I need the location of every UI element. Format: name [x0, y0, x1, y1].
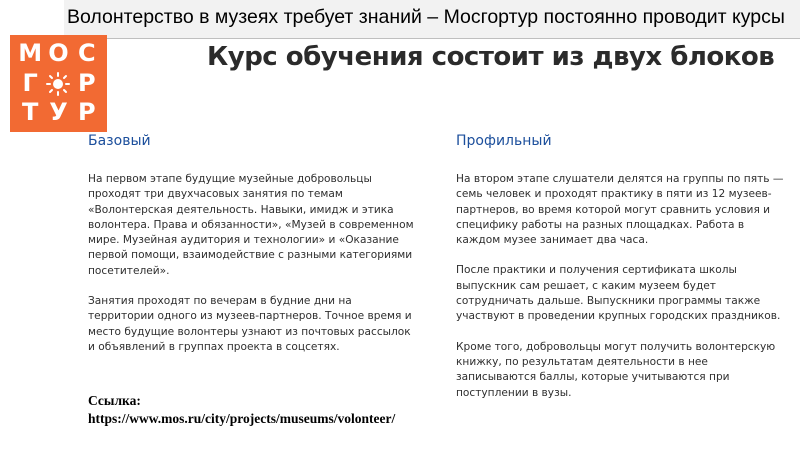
logo-letter: О: [48, 39, 69, 67]
paragraph: После практики и получения сертификата школы выпускник сам решает, с каким музеем будет сотрудничать дальше. Выпускники программы также участвуют в проведении крупных городских праздников.: [456, 264, 781, 323]
logo-letter: Р: [78, 98, 96, 127]
sun-icon: [44, 69, 72, 99]
link-block: [88, 392, 395, 428]
basic-block-text: [88, 172, 418, 370]
paragraph: На втором этапе слушатели делятся на группы по пять — семь человек и проходят практику в пяти из 12 музеев-партнеров, во время которой могут сравнить условия и специфику работы на разных площадках. Работа в каждом музее занимает два часа.: [456, 173, 784, 247]
profile-block-text: [456, 172, 786, 416]
basic-block-title: Базовый: [88, 133, 151, 149]
paragraph: Занятия проходят по вечерам в будние дни на территории одного из музеев-партнеров. Точное время и место будущие волонтеры узнают из почтовых рассылок и объявлений в группах проекта в соцсетях.: [88, 295, 412, 353]
logo-letter: Т: [21, 98, 39, 127]
paragraph: Кроме того, добровольцы могут получить волонтерскую книжку, по результатам деятельности в нее записываются баллы, которые учитываются при поступлении в вузы.: [456, 340, 776, 399]
logo-letter: У: [49, 98, 68, 127]
logo-letter: М: [18, 39, 43, 67]
logo-letter: Г: [22, 68, 38, 97]
mosgortur-logo: [10, 35, 107, 132]
profile-block-title: Профильный: [456, 133, 552, 149]
logo-letter: С: [78, 39, 96, 67]
link-label: Ссылка:: [88, 393, 141, 408]
header-title: Волонтерство в музеях требует знаний – Мосгортур постоянно проводит курсы: [67, 6, 785, 28]
paragraph: На первом этапе будущие музейные добровольцы проходят три двухчасовых занятия по темам «Волонтерская деятельность. Навыки, имидж и этика волонтера. Права и обязанности», «Музей в современном мире. Музейная аудитория и технологии» и «Оказание первой помощи, взаимодействие с разными категориями посетителей».: [88, 173, 414, 277]
slide-heading: Курс обучения состоит из двух блоков: [207, 42, 775, 72]
logo-letter: Р: [78, 68, 96, 97]
link-url[interactable]: https://www.mos.ru/city/projects/museums/volonteer/: [88, 411, 396, 426]
